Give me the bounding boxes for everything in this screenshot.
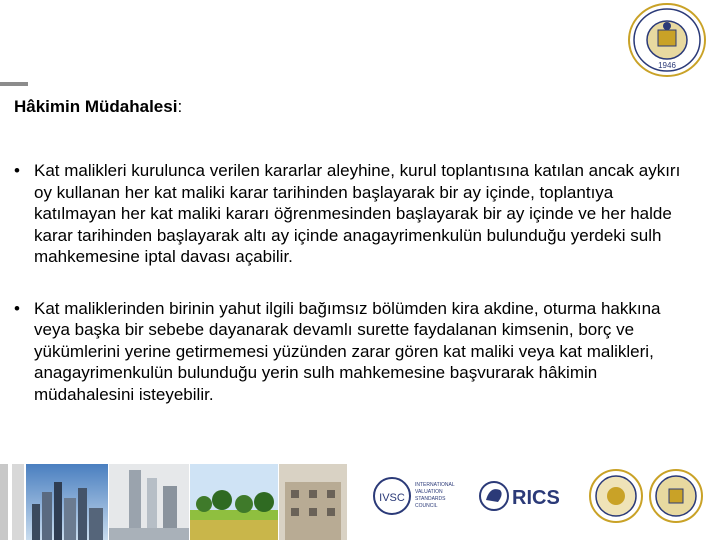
bullet-marker: • bbox=[14, 161, 20, 180]
seal-year: 1946 bbox=[658, 61, 676, 70]
svg-text:STANDARDS: STANDARDS bbox=[415, 496, 446, 502]
ivsc-logo-icon bbox=[374, 478, 455, 514]
footer-logos bbox=[360, 464, 720, 540]
footer-strip bbox=[0, 464, 8, 540]
svg-text:VALUATION: VALUATION bbox=[415, 489, 443, 495]
ankara-university-seal-small-icon bbox=[650, 470, 702, 522]
svg-text:RICS: RICS bbox=[512, 487, 560, 509]
page-title bbox=[14, 97, 182, 117]
bullet-list bbox=[14, 160, 694, 435]
list-item bbox=[14, 298, 694, 406]
rics-lion-icon bbox=[480, 482, 560, 510]
ankara-university-seal-icon bbox=[627, 2, 707, 78]
list-item bbox=[14, 160, 694, 268]
svg-text:INTERNATIONAL: INTERNATIONAL bbox=[415, 482, 455, 488]
page-title-text: Hâkimin Müdahalesi bbox=[14, 97, 178, 116]
header-rule bbox=[0, 82, 28, 86]
svg-text:IVSC: IVSC bbox=[379, 492, 405, 504]
landscape-photo bbox=[190, 464, 278, 540]
page-title-suffix: : bbox=[177, 97, 183, 116]
city-skyline-photo bbox=[26, 464, 108, 540]
partner-seal-icon bbox=[590, 470, 642, 522]
bullet-marker: • bbox=[14, 298, 20, 318]
svg-text:COUNCIL: COUNCIL bbox=[415, 503, 438, 509]
footer-strip bbox=[12, 464, 24, 540]
bullet-text: Kat maliklerinden birinin yahut ilgili bağımsız bölümden kira akdine, oturma hakkına veya başka bir sebebe dayanarak devamlı surette faydalanan kimsenin, borç ve yükümlerini yerine getirmemesi yüzünden zarar gören kat maliki veya kat malikleri, anagayrimenkulün bulunduğu yerin sulh mahkemesine başvurarak hâkimin müdahalesini isteyebilir. bbox=[34, 298, 661, 404]
towers-photo bbox=[109, 464, 189, 540]
bullet-text: Kat malikleri kurulunca verilen kararlar aleyhine, kurul toplantısına katılan ancak aykırı oy kullanan her kat maliki karar tarihinden başlayarak bir ay içinde, toplantıya katılmayan her kat maliki kararı öğrenmesinden başlayarak bir ay içinde ve her halde karar tarihinden başlayarak altı ay içinde anagayrimenkulün bulunduğu yerdeki sulh mahkemesine iptal davası açabilir. bbox=[34, 161, 681, 266]
building-photo bbox=[279, 464, 347, 540]
